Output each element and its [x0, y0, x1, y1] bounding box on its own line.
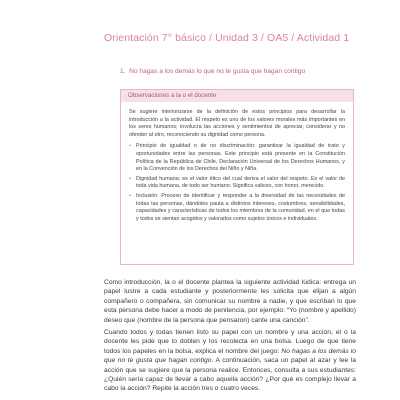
teacher-observations-body: [121, 102, 353, 223]
bullet-icon: •: [129, 192, 131, 199]
observation-bullet-text: Principio de igualdad o de no discriminación: garantizar la igualdad de trato y oportunidades entre las personas. Este principio está presente en la Constitución Política de la República de Chile, Declaración Universal de los Derechos Humanos, y en la Convención de los Derechos del Niño y Niña.: [136, 143, 345, 173]
paragraph-text: [104, 328, 356, 394]
teacher-observations-heading: Observaciones a la o el docente: [121, 90, 353, 102]
paragraph-text-part: Cuando todos y todas tienen listo su papel con un nombre y una acción, el o la docente les pide que lo doblen y los recolecta en una bolsa. Luego de que tiene todos los papeles en la bolsa, explica el nombre del juego:: [104, 329, 356, 355]
observation-bullet: [129, 193, 345, 223]
activity-title: [120, 68, 305, 75]
body-paragraph-game: [104, 328, 356, 394]
observation-bullet: [129, 176, 345, 191]
observation-bullet: [129, 143, 345, 173]
body-paragraph-intro: [104, 278, 356, 325]
observation-bullet-text: Dignidad humana: es el valor ético del cual deriva el valor del respeto. Es el valor de toda vida humana, de todo ser humano. Significa valioso, con honor, merecido.: [136, 175, 345, 190]
page-title: Orientación 7° básico / Unidad 3 / OA5 / Actividad 1: [104, 32, 350, 44]
activity-number: 1.: [120, 68, 126, 75]
teacher-observations-box: [120, 89, 354, 265]
observation-bullet-text: Inclusión: Proceso de identificar y responder a la diversidad de las necesidades de todas las personas, dándoles pauta a distintos intereses, costumbres, sensibilidades, capacidades y características de todos los miembros de la comunidad, en el que todas y todos se sientan acogidos y valorados como sujetos únicos e individuales.: [136, 192, 345, 222]
activity-title-text: No hagas a los demás lo que no te gusta que hagan contigo: [129, 68, 306, 75]
bullet-icon: •: [129, 143, 131, 150]
paragraph-text-part: . A continuación, saca un papel al azar y lee la acción que se sugiere que la persona realice. Entonces, consulta a sus estudiantes: ¿Quién sería capaz de llevar a cabo aquella acción? ¿Por qué es complejo llevar a cabo la acción? Repite la acción tres o cuatro veces.: [104, 357, 357, 393]
bullet-icon: •: [129, 175, 131, 182]
paragraph-text: Como introducción, la o el docente plantea la siguiente actividad lúdica: entrega un papel lustre a cada estudiante y posteriormente les solicita que elijan a algún compañero o compañera, sin comunicar su nombre a nadie, y que escriban lo que esta persona debe hacer a modo de penitencia, por ejemplo: “Yo (nombre y apellido) deseo que (nombre de la persona que pensaron) cante una canción”.: [104, 279, 356, 324]
observations-intro: Se sugiere interiorizarse de la definición de estos principios para desarrollar la introducción a la actividad. El respeto es uno de los valores morales más importantes en los seres humanos; involucra las acciones y sentimientos de apreciar, considerar y no ofender al otro, reconociendo su dignidad como persona.: [129, 109, 345, 138]
game-name: No hagas a los demás lo que no te gusta que hagan contigo: [104, 347, 356, 365]
